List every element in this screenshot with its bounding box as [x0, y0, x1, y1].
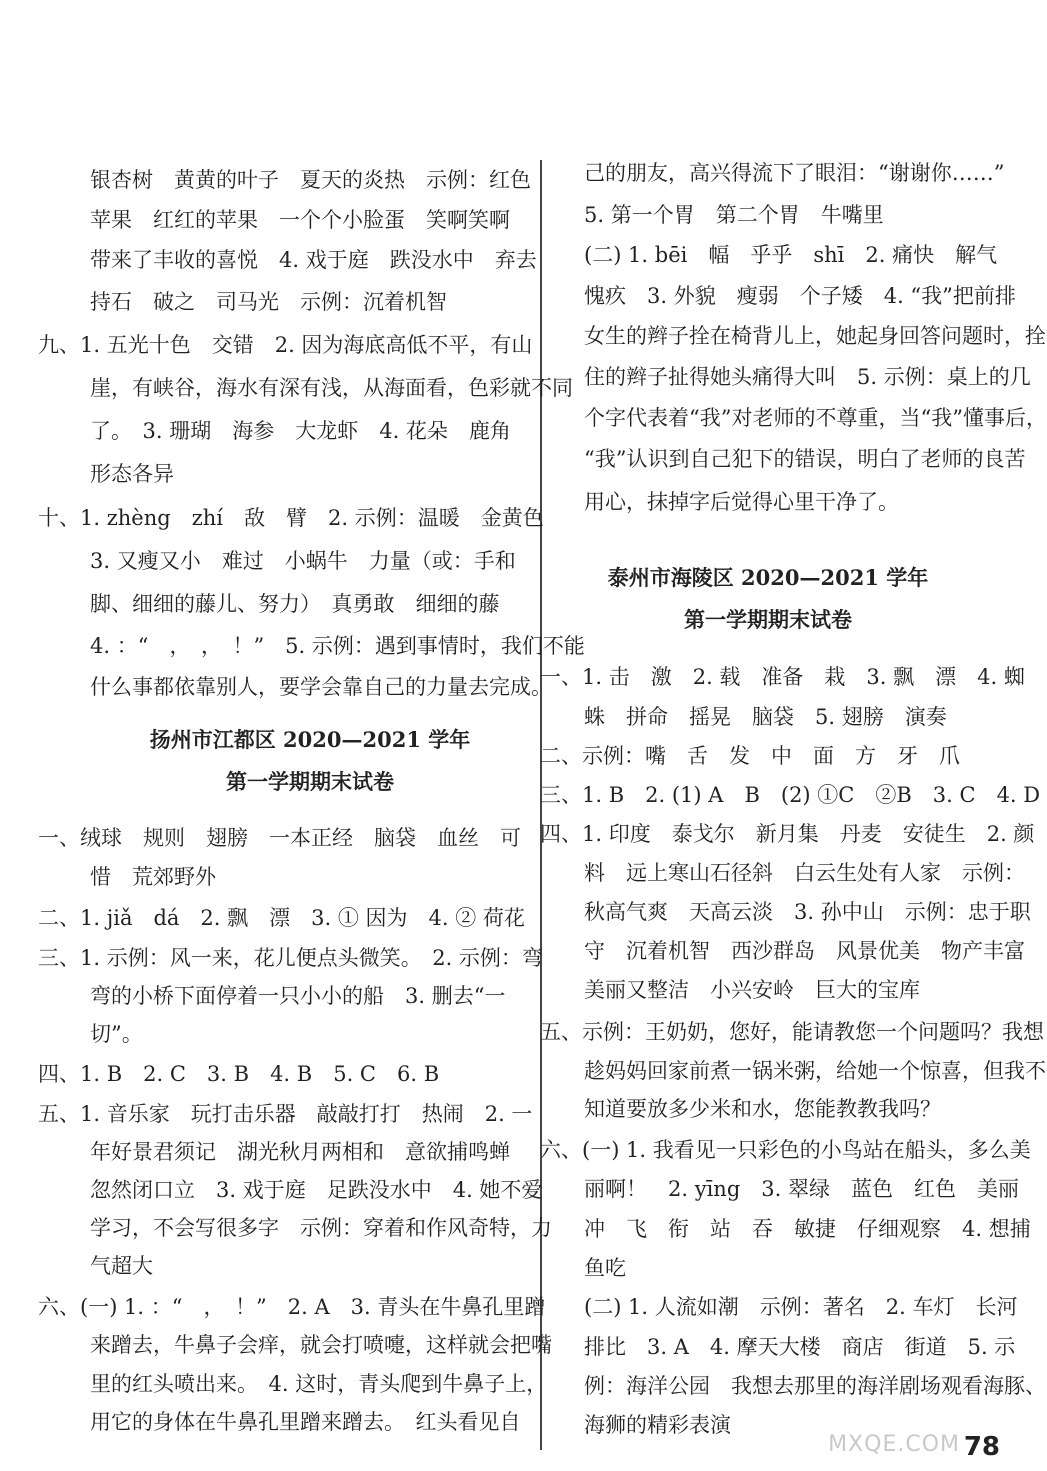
text-line: 四、1. 印度 泰戈尔 新月集 丹麦 安徒生 2. 颜 — [540, 822, 1035, 846]
text-line: 料 远上寒山石径斜 白云生处有人家 示例： — [584, 861, 1025, 885]
text-line: 排比 3. A 4. 摩天大楼 商店 街道 5. 示 — [584, 1335, 1016, 1359]
text-line: 三、1. 示例：风一来，花儿便点头微笑。 2. 示例：弯 — [38, 946, 543, 970]
text-line: 例：海洋公园 我想去那里的海洋剧场观看海豚、 — [584, 1374, 1046, 1398]
text-line: 脚、细细的藤儿、努力） 真勇敢 细细的藤 — [90, 592, 500, 616]
text-line: 五、1. 音乐家 玩打击乐器 敲敲打打 热闹 2. 一 — [38, 1102, 533, 1126]
text-line: 弯的小桥下面停着一只小小的船 3. 删去“一 — [90, 984, 506, 1008]
text-line: 海狮的精彩表演 — [584, 1413, 731, 1437]
text-line: (二) 1. 人流如潮 示例：著名 2. 车灯 长河 — [584, 1295, 1018, 1319]
text-line: 用心，抹掉字后觉得心里干净了。 — [584, 490, 899, 514]
text-line: 二、示例：嘴 舌 发 中 面 方 牙 爪 — [540, 744, 960, 768]
text-line: 蛛 拼命 摇晃 脑袋 5. 翅膀 演奏 — [584, 705, 947, 729]
text-line: 守 沉着机智 西沙群岛 风景优美 物产丰富 — [584, 939, 1025, 963]
text-line: (二) 1. bēi 幅 乎乎 shī 2. 痛快 解气 — [584, 243, 998, 267]
text-line: 四、1. B 2. C 3. B 4. B 5. C 6. B — [38, 1062, 440, 1086]
text-line: 五、示例：王奶奶，您好，能请教您一个问题吗？我想 — [540, 1020, 1044, 1044]
text-line: 了。 3. 珊瑚 海参 大龙虾 4. 花朵 鹿角 — [90, 419, 511, 443]
text-line: 知道要放多少米和水，您能教教我吗？ — [584, 1097, 941, 1121]
text-line: 苹果 红红的苹果 一个个小脸蛋 笑啊笑啊 — [90, 208, 510, 232]
text-line: 来蹭去，牛鼻子会痒，就会打喷嚏，这样就会把嘴 — [90, 1333, 552, 1357]
text-line: 秋高气爽 天高云淡 3. 孙中山 示例：忠于职 — [584, 900, 1031, 924]
text-line: 一、绒球 规则 翅膀 一本正经 脑袋 血丝 可 — [38, 826, 521, 850]
text-line: 六、(一) 1. 我看见一只彩色的小鸟站在船头，多么美 — [540, 1138, 1031, 1162]
text-line: 冲 飞 衔 站 吞 敏捷 仔细观察 4. 想捕 — [584, 1217, 1031, 1241]
text-line: 忽然闭口立 3. 戏于庭 足跌没水中 4. 她不爱 — [90, 1178, 543, 1202]
text-line: 六、(一) 1. ：“ ， ！” 2. A 3. 青头在牛鼻孔里蹭 — [38, 1295, 546, 1319]
text-line: 年好景君须记 湖光秋月两相和 意欲捕鸣蝉 — [90, 1140, 510, 1164]
text-line: 一、1. 击 激 2. 载 准备 栽 3. 飘 漂 4. 蜘 — [540, 665, 1025, 689]
text-line: 住的辫子扯得她头痛得大叫 5. 示例：桌上的几 — [584, 365, 1031, 389]
text-line: 带来了丰收的喜悦 4. 戏于庭 跌没水中 弃去 — [90, 248, 537, 272]
text-line: 己的朋友，高兴得流下了眼泪：“谢谢你……” — [584, 161, 1005, 185]
text-line: 学习，不会写很多字 示例：穿着和作风奇特，力 — [90, 1216, 552, 1240]
text-line: 愧疚 3. 外貌 瘦弱 个子矮 4. “我”把前排 — [584, 284, 1016, 308]
text-line: 持石 破之 司马光 示例：沉着机智 — [90, 290, 447, 314]
section-title: 扬州市江都区 2020—2021 学年 — [149, 727, 471, 752]
section-subtitle: 第一学期期末试卷 — [226, 769, 394, 794]
text-line: 鱼吃 — [584, 1256, 626, 1280]
text-line: 女生的辫子拴在椅背儿上，她起身回答问题时，拴 — [584, 324, 1046, 348]
text-line: 3. 又瘦又小 难过 小蜗牛 力量（或：手和 — [90, 549, 516, 573]
text-line: 用它的身体在牛鼻孔里蹭来蹭去。 红头看见自 — [90, 1410, 521, 1434]
page-number: 78 — [963, 1432, 1000, 1462]
text-line: 5. 第一个胃 第二个胃 牛嘴里 — [584, 203, 884, 227]
text-line: 银杏树 黄黄的叶子 夏天的炎热 示例：红色 — [90, 168, 531, 192]
text-line: 4. ：“ ， ， ！” 5. 示例：遇到事情时，我们不能 — [90, 634, 585, 658]
text-line: 二、1. jiǎ dá 2. 飘 漂 3. ① 因为 4. ② 荷花 — [38, 906, 525, 930]
text-line: 九、1. 五光十色 交错 2. 因为海底高低不平，有山 — [38, 333, 533, 357]
section-subtitle: 第一学期期末试卷 — [684, 607, 852, 632]
text-line: 惜 荒郊野外 — [90, 865, 216, 889]
text-line: 趁妈妈回家前煮一锅米粥，给她一个惊喜，但我不 — [584, 1059, 1046, 1083]
text-line: 丽啊！ 2. yīng 3. 翠绿 蓝色 红色 美丽 — [584, 1177, 1019, 1201]
text-line: 三、1. B 2. (1) A B (2) ①C ②B 3. C 4. D — [540, 783, 1041, 807]
text-line: 个字代表着“我”对老师的不尊重，当“我”懂事后， — [584, 406, 1047, 430]
text-line: 美丽又整洁 小兴安岭 巨大的宝库 — [584, 978, 920, 1002]
text-line: 形态各异 — [90, 462, 174, 486]
text-line: “我”认识到自己犯下的错误，明白了老师的良苦 — [584, 447, 1026, 471]
text-line: 什么事都依靠别人，要学会靠自己的力量去完成。 — [90, 675, 552, 699]
text-line: 切”。 — [90, 1022, 143, 1046]
text-line: 里的红头喷出来。 4. 这时，青头爬到牛鼻子上， — [90, 1372, 548, 1396]
watermark: MXQE.COM — [828, 1432, 960, 1457]
text-line: 气超大 — [90, 1254, 153, 1278]
text-line: 崖，有峡谷，海水有深有浅，从海面看，色彩就不同 — [90, 376, 573, 400]
section-title: 泰州市海陵区 2020—2021 学年 — [607, 565, 929, 590]
text-line: 十、1. zhèng zhí 敌 臂 2. 示例：温暖 金黄色 — [38, 506, 544, 530]
